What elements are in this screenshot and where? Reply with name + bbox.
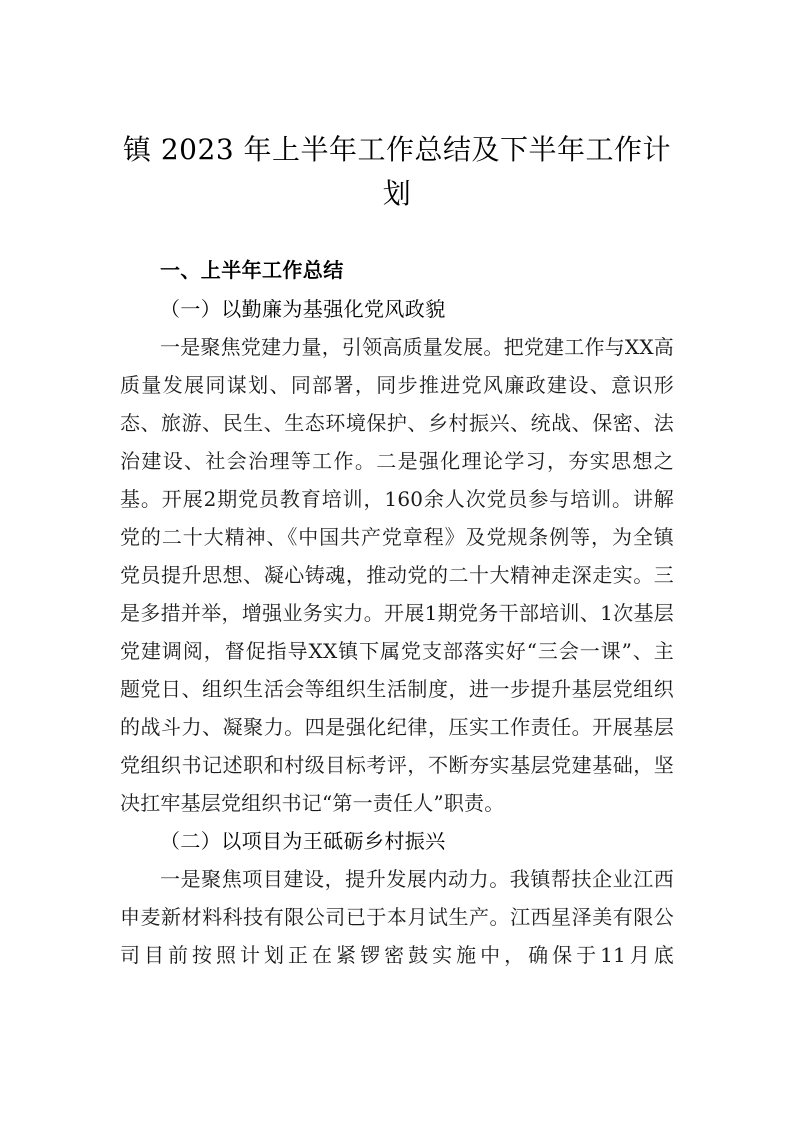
- document-content: [120, 0, 674, 974]
- page-title-line-2: 划: [382, 177, 412, 210]
- subsection-heading-1: （一）以勤廉为基强化党风政貌: [160, 297, 446, 321]
- page-title-line-1: 镇 2023 年上半年工作总结及下半年工作计: [122, 133, 672, 166]
- section-heading-1: 一、上半年工作总结: [160, 260, 344, 282]
- body-paragraph-2: 一是聚焦项目建设，提升发展内动力。我镇帮扶企业江西申麦新材料科技有限公司已于本月试生产。江西星泽美有限公司目前按照计划正在紧锣密鼓实施中，确保于11月底: [120, 867, 674, 967]
- page-title: [120, 0, 674, 216]
- subsection-heading-2: （二）以项目为王砥砺乡村振兴: [160, 829, 446, 853]
- body-paragraph-1: 一是聚焦党建力量，引领高质量发展。把党建工作与XX高质量发展同谋划、同部署，同步推进党风廉政建设、意识形态、旅游、民生、生态环境保护、乡村振兴、统战、保密、法治建设、社会治理等工作。二是强化理论学习，夯实思想之基。开展2期党员教育培训，160余人次党员参与培训。讲解党的二十大精神、《中国共产党章程》及党规条例等，为全镇党员提升思想、凝心铸魂，推动党的二十大精神走深走实。三是多措并举，增强业务实力。开展1期党务干部培训、1次基层党建调阅，督促指导XX镇下属党支部落实好“三会一课”、主题党日、组织生活会等组织生活制度，进一步提升基层党组织的战斗力、凝聚力。四是强化纪律，压实工作责任。开展基层党组织书记述职和村级目标考评，不断夯实基层党建基础，坚决扛牢基层党组织书记“第一责任人”职责。: [120, 335, 674, 815]
